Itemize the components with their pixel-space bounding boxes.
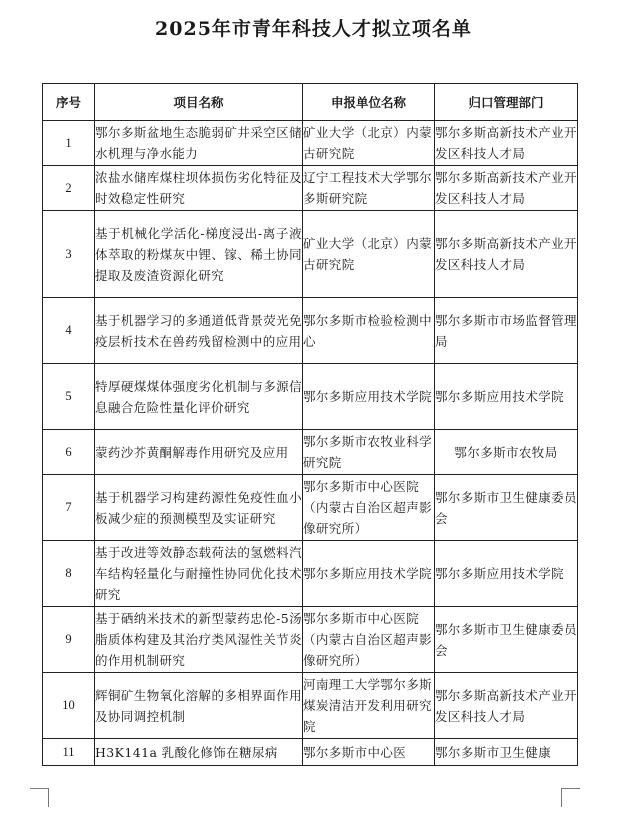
table-row — [43, 121, 578, 166]
row-number: 3 — [43, 211, 95, 298]
department: 鄂尔多斯高新技术产业开发区科技人才局 — [435, 121, 578, 166]
project-name: 基于机器学习的多通道低背景荧光免疫层析技术在兽药残留检测中的应用 — [95, 298, 303, 364]
department: 鄂尔多斯应用技术学院 — [435, 541, 578, 607]
table-row — [43, 430, 578, 475]
table-row — [43, 298, 578, 364]
crop-mark-left — [30, 788, 49, 807]
department: 鄂尔多斯应用技术学院 — [435, 364, 578, 430]
row-number: 2 — [43, 166, 95, 211]
department: 鄂尔多斯市农牧局 — [435, 430, 578, 475]
department: 鄂尔多斯市市场监督管理局 — [435, 298, 578, 364]
crop-mark-right — [561, 788, 580, 807]
table-header-row — [43, 84, 578, 121]
row-number: 11 — [43, 739, 95, 766]
table-row — [43, 541, 578, 607]
header-no: 序号 — [43, 84, 95, 121]
header-applicant-unit: 申报单位名称 — [303, 84, 435, 121]
project-name: 鄂尔多斯盆地生态脆弱矿井采空区储水机理与净水能力 — [95, 121, 303, 166]
applicant-unit: 鄂尔多斯市中心医 — [303, 739, 435, 766]
row-number: 7 — [43, 475, 95, 541]
table-row — [43, 673, 578, 739]
row-number: 1 — [43, 121, 95, 166]
row-number: 9 — [43, 607, 95, 673]
project-name: H3K141a 乳酸化修饰在糖尿病 — [95, 739, 303, 766]
applicant-unit: 鄂尔多斯市中心医院（内蒙古自治区超声影像研究所） — [303, 607, 435, 673]
department: 鄂尔多斯市卫生健康委员会 — [435, 607, 578, 673]
applicant-unit: 辽宁工程技术大学鄂尔多斯研究院 — [303, 166, 435, 211]
row-number: 4 — [43, 298, 95, 364]
row-number: 5 — [43, 364, 95, 430]
header-department: 归口管理部门 — [435, 84, 578, 121]
applicant-unit: 矿业大学（北京）内蒙古研究院 — [303, 121, 435, 166]
project-name: 基于改进等效静态载荷法的氢燃料汽车结构轻量化与耐撞性协同优化技术研究 — [95, 541, 303, 607]
department: 鄂尔多斯市卫生健康 — [435, 739, 578, 766]
table-row — [43, 739, 578, 766]
applicant-unit: 鄂尔多斯应用技术学院 — [303, 541, 435, 607]
table-row — [43, 364, 578, 430]
applicant-unit: 鄂尔多斯市中心医院（内蒙古自治区超声影像研究所） — [303, 475, 435, 541]
department: 鄂尔多斯市卫生健康委员会 — [435, 475, 578, 541]
project-list-table — [42, 83, 578, 766]
table-row — [43, 607, 578, 673]
project-name: 浓盐水储库煤柱坝体损伤劣化特征及时效稳定性研究 — [95, 166, 303, 211]
applicant-unit: 矿业大学（北京）内蒙古研究院 — [303, 211, 435, 298]
document-title: 2025年市青年科技人才拟立项名单 — [155, 18, 472, 40]
project-name: 蒙药沙芥黄酮解毒作用研究及应用 — [95, 430, 303, 475]
project-name: 基于硒纳米技术的新型蒙药忠伦-5汤脂质体构建及其治疗类风湿性关节炎的作用机制研究 — [95, 607, 303, 673]
department: 鄂尔多斯高新技术产业开发区科技人才局 — [435, 166, 578, 211]
table-row — [43, 475, 578, 541]
header-project-name: 项目名称 — [95, 84, 303, 121]
project-name: 特厚硬煤煤体强度劣化机制与多源信息融合危险性量化评价研究 — [95, 364, 303, 430]
project-name: 基于机器学习构建药源性免疫性血小板减少症的预测模型及实证研究 — [95, 475, 303, 541]
department: 鄂尔多斯高新技术产业开发区科技人才局 — [435, 673, 578, 739]
applicant-unit: 鄂尔多斯市检验检测中心 — [303, 298, 435, 364]
applicant-unit: 鄂尔多斯市农牧业科学研究院 — [303, 430, 435, 475]
project-name: 基于机械化学活化-梯度浸出-离子液体萃取的粉煤灰中锂、镓、稀土协同提取及废渣资源化研究 — [95, 211, 303, 298]
table-row — [43, 211, 578, 298]
row-number: 10 — [43, 673, 95, 739]
row-number: 8 — [43, 541, 95, 607]
applicant-unit: 河南理工大学鄂尔多斯煤炭清洁开发利用研究院 — [303, 673, 435, 739]
project-name: 辉铜矿生物氧化溶解的多相界面作用及协同调控机制 — [95, 673, 303, 739]
applicant-unit: 鄂尔多斯应用技术学院 — [303, 364, 435, 430]
table-row — [43, 166, 578, 211]
department: 鄂尔多斯高新技术产业开发区科技人才局 — [435, 211, 578, 298]
row-number: 6 — [43, 430, 95, 475]
